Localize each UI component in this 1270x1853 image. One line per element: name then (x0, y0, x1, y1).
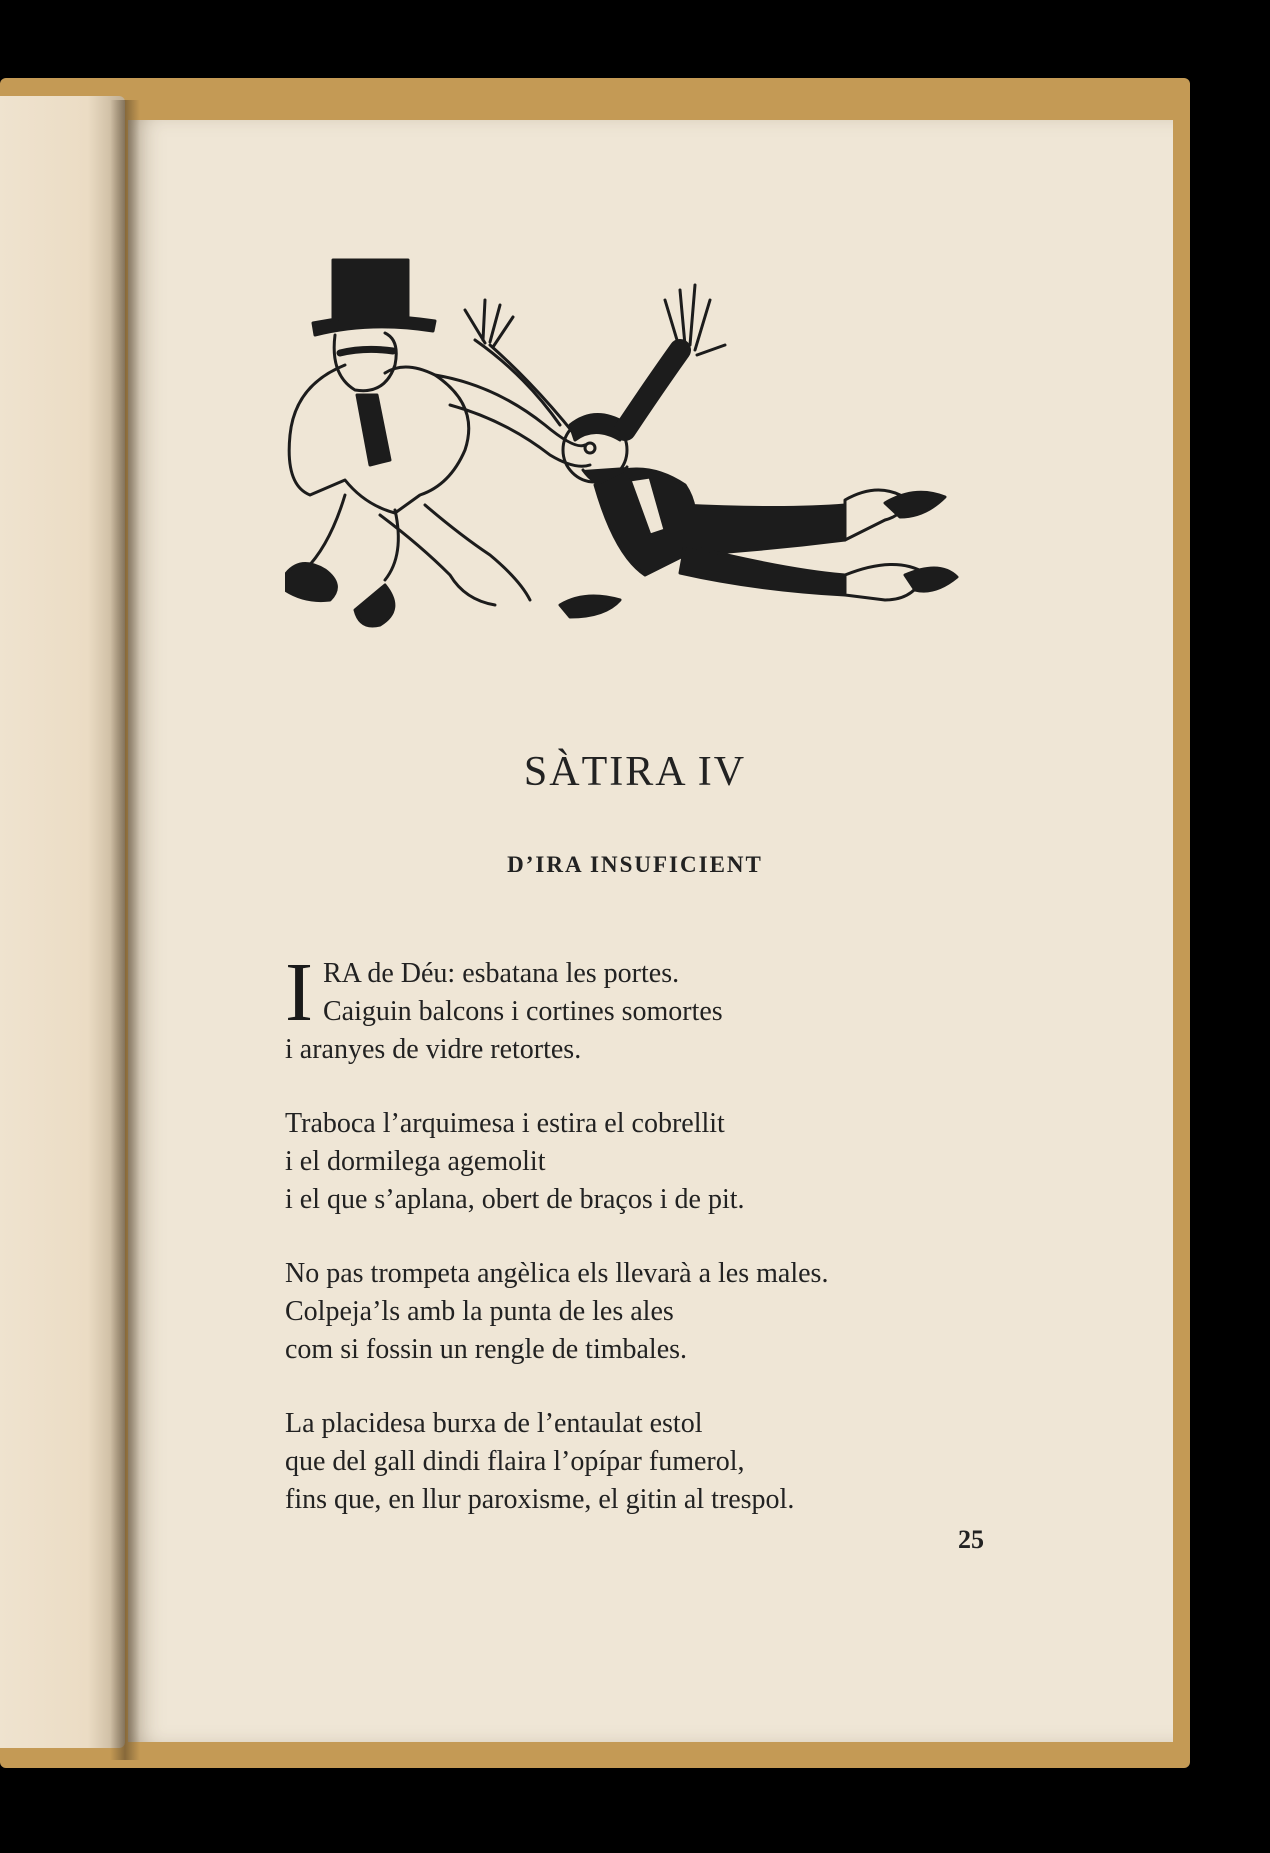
poem-line: fins que, en llur paroxisme, el gitin al trespol. (285, 1484, 795, 1515)
stanza-1 (285, 946, 1025, 1069)
poem-line: No pas trompeta angèlica els llevarà a les males. (285, 1258, 829, 1289)
poem-line: i aranyes de vidre retortes. (285, 1034, 582, 1065)
drop-cap: I (285, 946, 313, 1039)
poem-line: Caiguin balcons i cortines somortes (322, 996, 723, 1027)
stanza-2 (285, 1105, 1025, 1219)
poem-body (285, 946, 1025, 1555)
poem-line: com si fossin un rengle de timbales. (285, 1334, 688, 1365)
book-gutter (110, 100, 140, 1760)
stanza-3 (285, 1255, 1025, 1369)
poem-line: Colpeja’ls amb la punta de les ales (285, 1296, 674, 1327)
left-page (0, 96, 125, 1748)
poem-subtitle: D’IRA INSUFICIENT (507, 852, 763, 877)
poem-line: i el que s’aplana, obert de braços i de pit. (285, 1184, 745, 1215)
poem-line: i el dormilega agemolit (285, 1146, 546, 1177)
stanza-4 (285, 1405, 1025, 1519)
poem-line: RA de Déu: esbatana les portes. (322, 958, 680, 989)
poem-line: que del gall dindi flaira l’opípar fumerol, (285, 1446, 745, 1477)
poem-line: Traboca l’arquimesa i estira el cobrellit (285, 1108, 725, 1139)
ink-illustration (285, 255, 960, 640)
page-number: 25 (958, 1525, 984, 1554)
poem-line: La placidesa burxa de l’entaulat estol (285, 1408, 703, 1439)
poem-title: SÀTIRA IV (523, 749, 747, 795)
